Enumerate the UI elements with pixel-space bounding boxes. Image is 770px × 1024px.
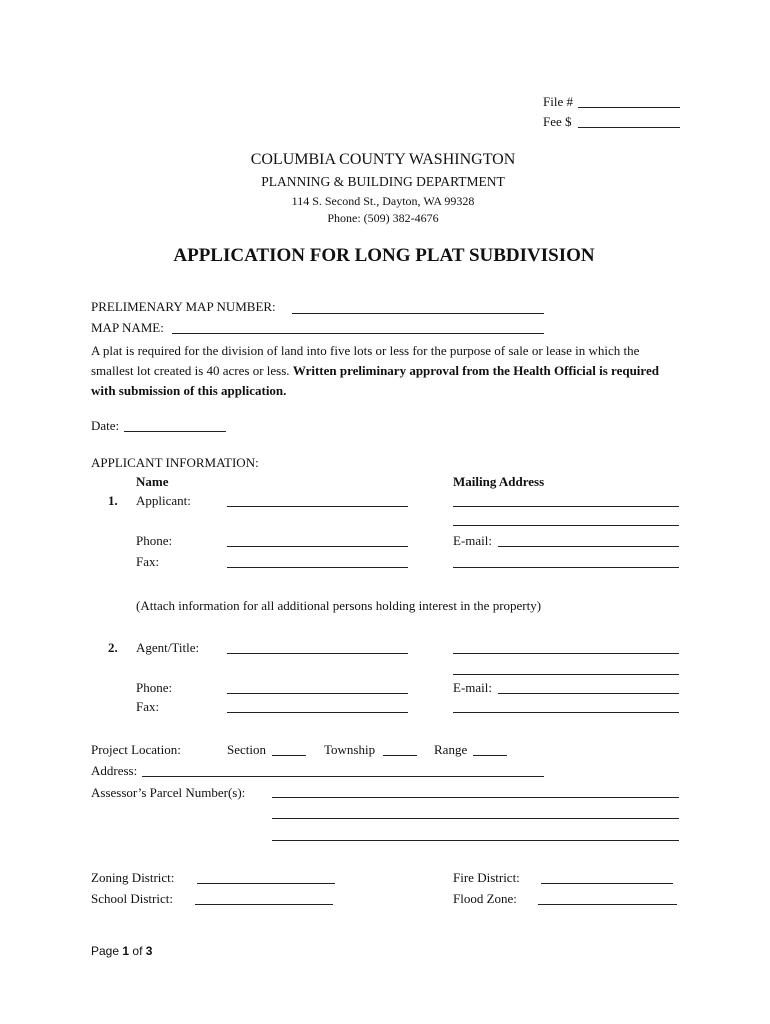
fee-field[interactable] xyxy=(578,127,680,128)
department-address: 114 S. Second St., Dayton, WA 99328 xyxy=(291,194,475,208)
applicant-email-field[interactable] xyxy=(498,546,679,547)
agent-fax-field[interactable] xyxy=(227,712,408,713)
agent-fax-label: Fax: xyxy=(136,699,160,714)
total-pages: 3 xyxy=(145,944,153,958)
applicant-name-field[interactable] xyxy=(227,506,408,507)
flood-zone-label: Flood Zone: xyxy=(453,891,517,906)
agent-mailing-line-2[interactable] xyxy=(453,674,679,675)
agent-name-field[interactable] xyxy=(227,653,408,654)
department-name: PLANNING & BUILDING DEPARTMENT xyxy=(261,174,505,189)
mailing-address-header: Mailing Address xyxy=(453,474,545,489)
applicant-label: Applicant: xyxy=(136,493,191,508)
fire-district-label: Fire District: xyxy=(453,870,520,885)
map-number-label: PRELIMENARY MAP NUMBER: xyxy=(91,299,276,314)
fire-district-field[interactable] xyxy=(541,883,673,884)
applicant-number: 1. xyxy=(108,493,118,508)
page-word: Page xyxy=(91,944,120,958)
agent-label: Agent/Title: xyxy=(136,640,200,655)
flood-zone-field[interactable] xyxy=(538,904,677,905)
project-address-label: Address: xyxy=(91,763,138,778)
current-page: 1 xyxy=(122,944,130,958)
section-label: Section xyxy=(227,742,266,757)
applicant-email-label: E-mail: xyxy=(453,533,492,548)
parcel-number-field-2[interactable] xyxy=(272,818,679,819)
attach-note: (Attach information for all additional persons holding interest in the property) xyxy=(136,598,542,613)
page-title: APPLICATION FOR LONG PLAT SUBDIVISION xyxy=(173,245,595,266)
zoning-district-field[interactable] xyxy=(197,883,335,884)
agent-phone-label: Phone: xyxy=(136,680,173,695)
page-indicator xyxy=(91,944,152,958)
parcel-number-label: Assessor’s Parcel Number(s): xyxy=(91,785,246,800)
name-column-header: Name xyxy=(136,474,169,489)
map-number-field[interactable] xyxy=(292,313,544,314)
agent-number: 2. xyxy=(108,640,118,655)
parcel-number-field-3[interactable] xyxy=(272,840,679,841)
school-district-field[interactable] xyxy=(195,904,333,905)
section-field[interactable] xyxy=(272,755,306,756)
applicant-info-heading: APPLICANT INFORMATION: xyxy=(91,455,259,470)
range-field[interactable] xyxy=(473,755,507,756)
applicant-fax-field[interactable] xyxy=(227,567,408,568)
of-word: of xyxy=(132,944,143,958)
applicant-extra-field[interactable] xyxy=(453,567,679,568)
date-field[interactable] xyxy=(124,431,226,432)
department-phone: Phone: (509) 382-4676 xyxy=(327,211,439,225)
agent-email-field[interactable] xyxy=(498,693,679,694)
township-field[interactable] xyxy=(383,755,417,756)
map-name-label: MAP NAME: xyxy=(91,320,164,335)
intro-paragraph xyxy=(91,341,681,401)
agent-email-label: E-mail: xyxy=(453,680,492,695)
map-name-field[interactable] xyxy=(172,333,544,334)
range-label: Range xyxy=(434,742,468,757)
applicant-mailing-line-1[interactable] xyxy=(453,506,679,507)
parcel-number-field-1[interactable] xyxy=(272,797,679,798)
project-address-field[interactable] xyxy=(142,776,544,777)
applicant-mailing-line-2[interactable] xyxy=(453,525,679,526)
county-name: COLUMBIA COUNTY WASHINGTON xyxy=(250,151,516,168)
intro-bold-text: Written preliminary approval from the Health Official is required with submission of this application. xyxy=(91,363,659,398)
project-location-label: Project Location: xyxy=(91,742,181,757)
zoning-district-label: Zoning District: xyxy=(91,870,175,885)
township-label: Township xyxy=(324,742,376,757)
agent-phone-field[interactable] xyxy=(227,693,408,694)
agent-mailing-line-1[interactable] xyxy=(453,653,679,654)
file-number-field[interactable] xyxy=(578,107,680,108)
school-district-label: School District: xyxy=(91,891,173,906)
date-label: Date: xyxy=(91,418,120,433)
applicant-fax-label: Fax: xyxy=(136,554,160,569)
fee-label: Fee $ xyxy=(543,114,572,129)
applicant-phone-label: Phone: xyxy=(136,533,173,548)
applicant-phone-field[interactable] xyxy=(227,546,408,547)
intro-text: A plat is required for the division of land into five lots or less for the purpose of sale or lease in which the smallest lot created is 40 acres or less. xyxy=(91,343,640,378)
agent-extra-field[interactable] xyxy=(453,712,679,713)
file-number-label: File # xyxy=(543,94,573,109)
